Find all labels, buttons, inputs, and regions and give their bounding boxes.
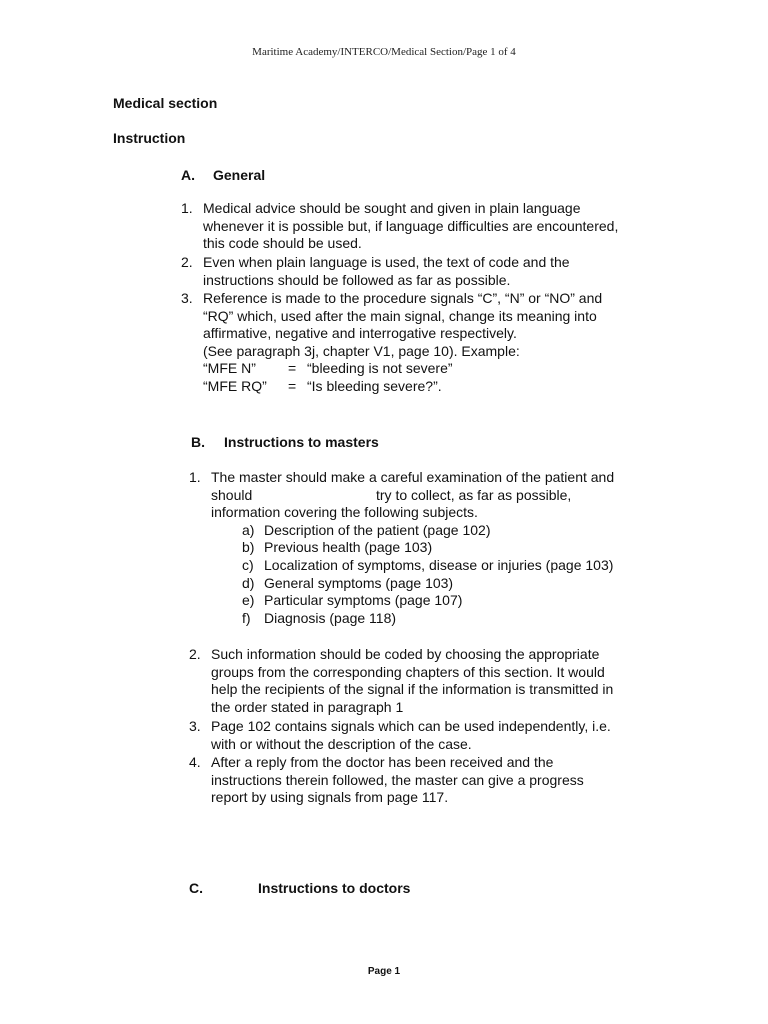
list-item-line: help the recipients of the signal if the information is transmitted in bbox=[211, 681, 614, 698]
example-equals: = bbox=[288, 360, 297, 377]
list-item-line: Such information should be coded by choosing the appropriate bbox=[211, 646, 600, 662]
list-item-line: the order stated in paragraph 1 bbox=[211, 698, 404, 715]
list-item-line: After a reply from the doctor has been received and the bbox=[211, 754, 554, 770]
subitem-text: General symptoms (page 103) bbox=[264, 574, 454, 591]
list-item-line: instructions should be followed as far as possible. bbox=[203, 271, 511, 288]
list-item-line: affirmative, negative and interrogative respectively. bbox=[203, 325, 517, 342]
document-title: Medical section bbox=[113, 95, 218, 111]
page-number-footer: Page 1 bbox=[367, 966, 401, 977]
subitem-label: e) bbox=[242, 592, 255, 609]
example-meaning: “Is bleeding severe?”. bbox=[307, 378, 442, 394]
subitem-label: f) bbox=[242, 609, 251, 626]
list-item-line: whenever it is possible but, if language difficulties are encountered, bbox=[203, 217, 619, 234]
list-item-line: groups from the corresponding chapters of this section. It would bbox=[211, 663, 605, 680]
example-code: “MFE RQ” bbox=[203, 378, 267, 394]
example-meaning: “bleeding is not severe” bbox=[307, 360, 453, 377]
list-item-number: 1. bbox=[181, 200, 193, 216]
section-c-letter: C. bbox=[189, 880, 203, 896]
list-item-number: 3. bbox=[181, 290, 193, 306]
list-item-number: 1. bbox=[189, 469, 201, 485]
list-item-line: (See paragraph 3j, chapter V1, page 10). Example: bbox=[203, 342, 520, 359]
subitem-text: Particular symptoms (page 107) bbox=[264, 592, 463, 609]
subitem-label: a) bbox=[242, 521, 255, 538]
section-a-heading: General bbox=[213, 167, 266, 183]
list-item-line: Reference is made to the procedure signals “C”, “N” or “NO” and bbox=[203, 290, 603, 306]
list-item-number: 2. bbox=[181, 254, 193, 270]
example-equals: = bbox=[288, 378, 297, 394]
list-item-line: should bbox=[211, 486, 253, 503]
subitem-text: Localization of symptoms, disease or injuries (page 103) bbox=[264, 557, 614, 573]
list-item-number: 4. bbox=[189, 754, 201, 770]
subitem-text: Diagnosis (page 118) bbox=[264, 609, 397, 626]
list-item-line: report by using signals from page 117. bbox=[211, 789, 449, 806]
list-item-line: Page 102 contains signals which can be used independently, i.e. bbox=[211, 718, 611, 734]
running-header: Maritime Academy/INTERCO/Medical Section/Page 1 of 4 bbox=[252, 46, 516, 58]
subitem-text: Previous health (page 103) bbox=[264, 539, 433, 556]
subitem-label: b) bbox=[242, 539, 255, 556]
list-item-line: this code should be used. bbox=[203, 235, 362, 252]
list-item-number: 3. bbox=[189, 718, 201, 734]
list-item-line: instructions therein followed, the master can give a progress bbox=[211, 771, 584, 788]
list-item-line: Even when plain language is used, the text of code and the bbox=[203, 254, 570, 270]
example-code: “MFE N” bbox=[203, 360, 256, 377]
document-subtitle: Instruction bbox=[113, 130, 186, 146]
list-item-line: information covering the following subjects. bbox=[211, 504, 478, 521]
list-item-line: try to collect, as far as possible, bbox=[376, 486, 572, 503]
list-item-number: 2. bbox=[189, 646, 201, 662]
subitem-label: c) bbox=[242, 557, 254, 573]
section-b-letter: B. bbox=[191, 434, 205, 450]
section-b-heading: Instructions to masters bbox=[224, 434, 379, 450]
list-item-line: “RQ” which, used after the main signal, change its meaning into bbox=[203, 307, 597, 324]
subitem-label: d) bbox=[242, 574, 255, 591]
subitem-text: Description of the patient (page 102) bbox=[264, 521, 491, 538]
list-item-line: with or without the description of the case. bbox=[211, 735, 472, 752]
list-item-line: Medical advice should be sought and given in plain language bbox=[203, 200, 581, 216]
list-item-line: The master should make a careful examination of the patient and bbox=[211, 469, 615, 485]
section-c-heading: Instructions to doctors bbox=[258, 880, 411, 896]
section-a-letter: A. bbox=[181, 167, 195, 183]
